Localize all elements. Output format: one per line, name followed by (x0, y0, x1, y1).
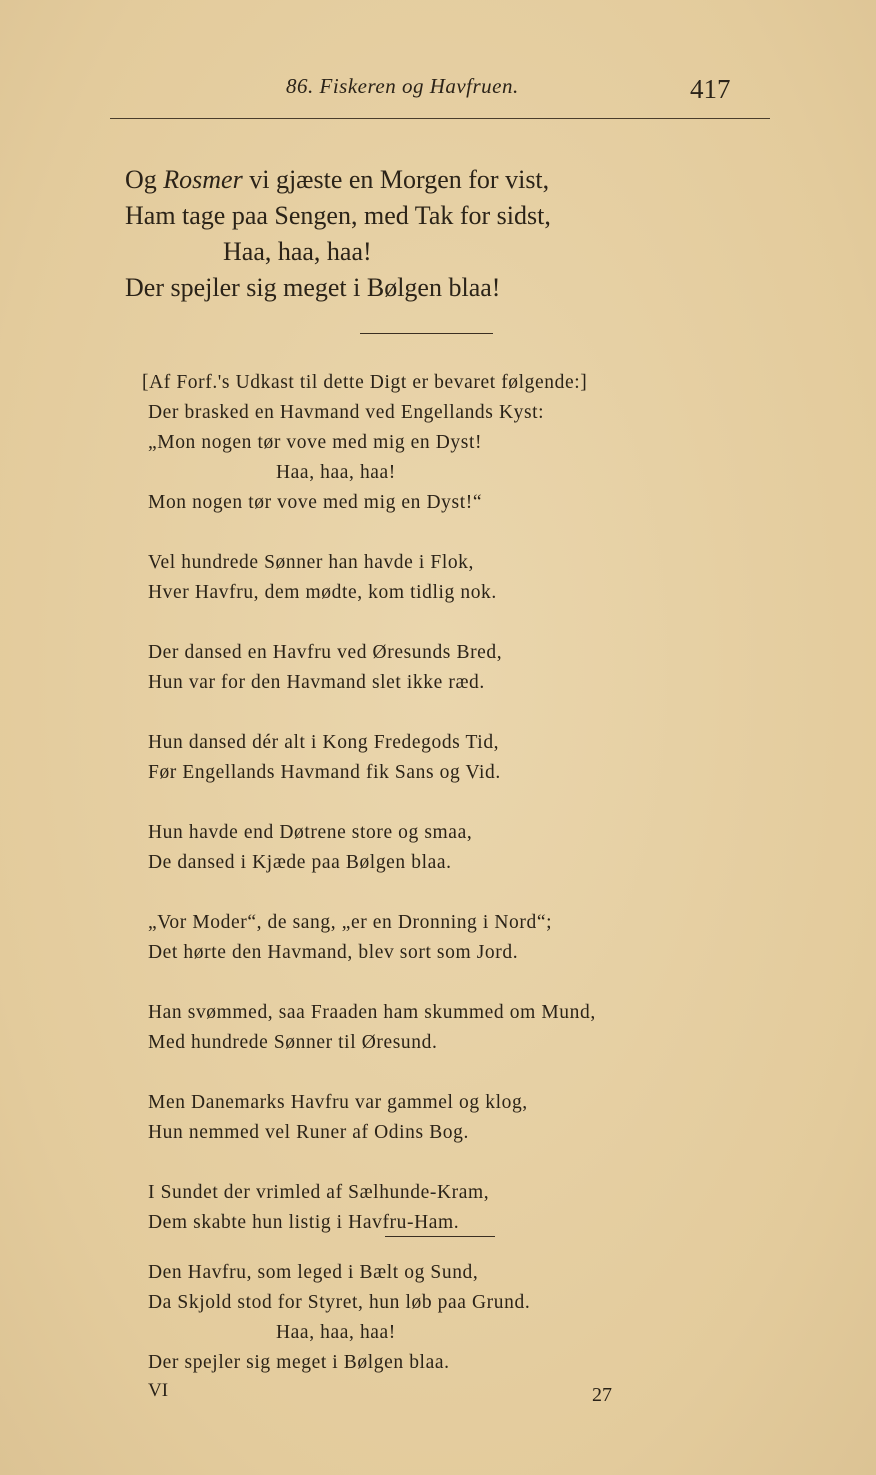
verse-line: Vel hundrede Sønner han havde i Flok, (148, 552, 475, 573)
verse-line: Der brasked en Havmand ved Engellands Kyst: (148, 402, 545, 423)
verse-line: Før Engellands Havmand fik Sans og Vid. (148, 762, 501, 783)
verse-line: Den Havfru, som leged i Bælt og Sund, (148, 1262, 479, 1283)
page-number: 417 (690, 74, 731, 104)
text: vi gjæste en Morgen for vist, (242, 165, 550, 194)
section-divider (385, 1236, 495, 1237)
stanza (148, 548, 596, 608)
verse-line: Hun var for den Havmand slet ikke ræd. (148, 672, 485, 693)
text: Og (125, 165, 164, 194)
verse-line: Med hundrede Sønner til Øresund. (148, 1032, 438, 1053)
verse-line: Der spejler sig meget i Bølgen blaa. (148, 1352, 450, 1373)
verse-line: Det hørte den Havmand, blev sort som Jord. (148, 942, 519, 963)
refrain-line: Haa, haa, haa! (276, 462, 396, 483)
verse-line: „Mon nogen tør vove med mig en Dyst! (148, 432, 483, 453)
verse-line: Da Skjold stod for Styret, hun løb paa Grund. (148, 1292, 531, 1313)
stanza (148, 908, 596, 968)
verse-line: Mon nogen tør vove med mig en Dyst!“ (148, 492, 483, 513)
stanza (148, 998, 596, 1058)
verse-line: „Vor Moder“, de sang, „er en Dronning i Nord“; (148, 912, 553, 933)
sheet-number: 27 (592, 1384, 612, 1406)
header-rule (110, 118, 770, 119)
verse-line: Der dansed en Havfru ved Øresunds Bred, (148, 642, 503, 663)
verse-line: Men Danemarks Havfru var gammel og klog, (148, 1092, 528, 1113)
opening-stanza (125, 162, 551, 306)
signature-mark: VI (148, 1380, 169, 1401)
stanza (148, 728, 596, 788)
verse-line: Hun dansed dér alt i Kong Fredegods Tid, (148, 732, 500, 753)
stanza (148, 398, 596, 518)
chapter-title: 86. Fiskeren og Havfruen. (286, 74, 519, 98)
verse-line: I Sundet der vrimled af Sælhunde-Kram, (148, 1182, 490, 1203)
refrain-line: Haa, haa, haa! (223, 237, 372, 266)
draft-poem (142, 368, 596, 1268)
verse-line (125, 162, 551, 198)
verse-line: Ham tage paa Sengen, med Tak for sidst, (125, 201, 551, 230)
editorial-note: [Af Forf.'s Udkast til dette Digt er bevaret følgende:] (142, 372, 588, 393)
refrain-line: Haa, haa, haa! (276, 1322, 396, 1343)
verse-line: Hver Havfru, dem mødte, kom tidlig nok. (148, 582, 497, 603)
verse-line: Hun havde end Døtrene store og smaa, (148, 822, 473, 843)
verse-line: Dem skabte hun listig i Havfru-Ham. (148, 1212, 460, 1233)
italic-name: Rosmer (163, 165, 243, 194)
draft-stanzas (148, 398, 596, 1238)
stanza (148, 1178, 596, 1238)
stanza (148, 638, 596, 698)
final-stanza (148, 1258, 530, 1378)
verse-line: Hun nemmed vel Runer af Odins Bog. (148, 1122, 469, 1143)
section-divider (360, 333, 493, 334)
verse-line: Der spejler sig meget i Bølgen blaa! (125, 273, 501, 302)
stanza (148, 1088, 596, 1148)
verse-line: De dansed i Kjæde paa Bølgen blaa. (148, 852, 452, 873)
verse-line: Han svømmed, saa Fraaden ham skummed om Mund, (148, 1002, 596, 1023)
stanza (148, 818, 596, 878)
